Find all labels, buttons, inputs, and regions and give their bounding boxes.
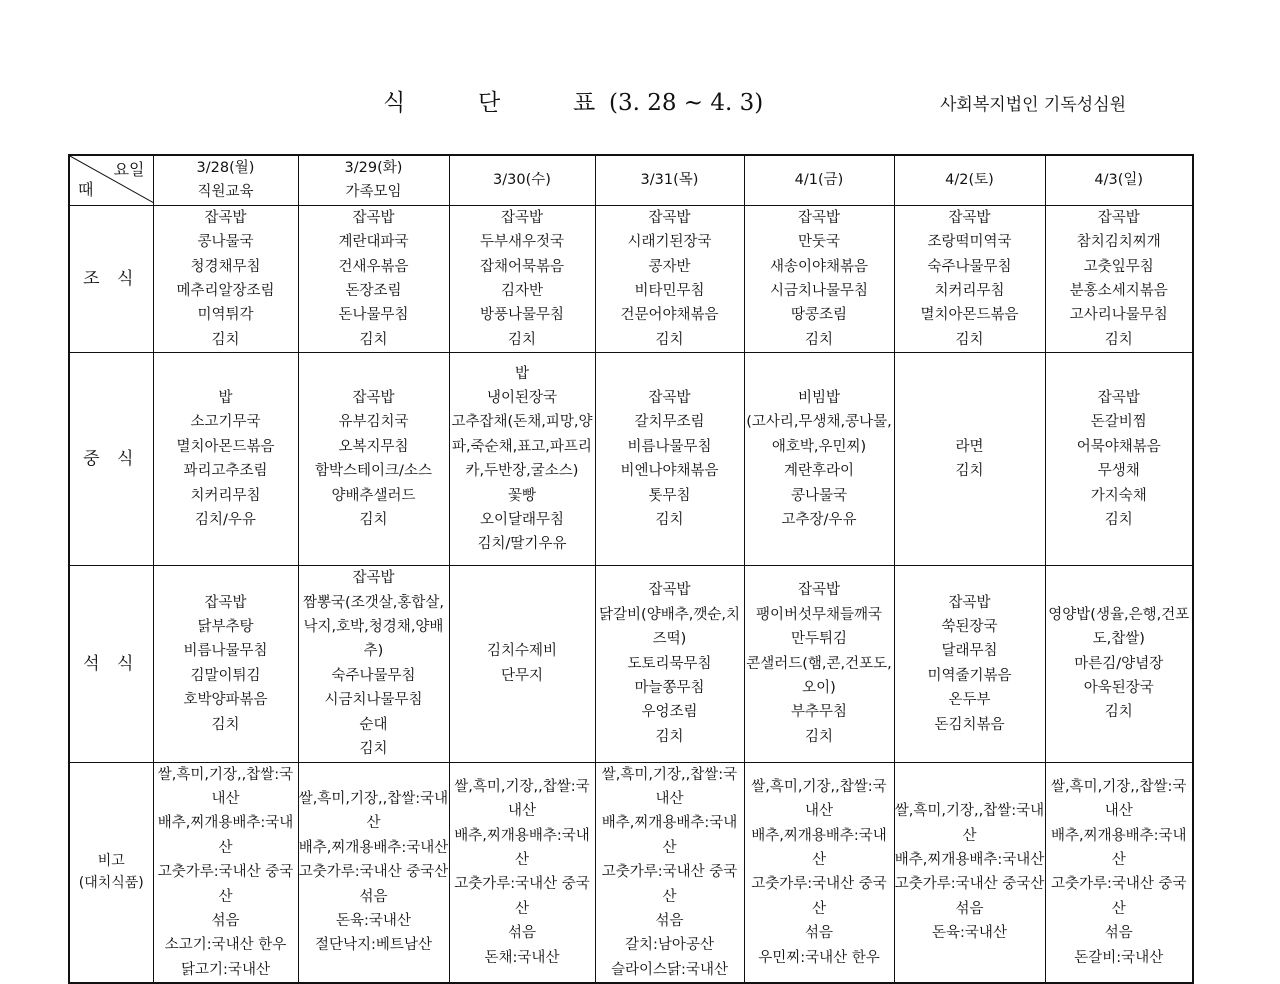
menu-item: 가지숙채 xyxy=(1090,487,1147,504)
menu-item: 김치 xyxy=(1104,331,1133,348)
menu-item: 꽈리고추조림 xyxy=(183,463,268,480)
menu-item: 비빔밥 xyxy=(797,390,841,407)
origin-note: 배추,찌개용배추:국내산 xyxy=(1050,827,1187,868)
menu-item: 짬뽕국(조갯살,홍합살,낙지,호박,청경채,양배추) xyxy=(303,594,444,660)
menu-item: 아욱된장국 xyxy=(1083,680,1154,697)
menu-item: 순대 xyxy=(359,716,388,733)
menu-cell xyxy=(298,566,449,762)
menu-item: 잡곡밥 xyxy=(352,570,395,587)
origin-note: 섞음 xyxy=(1104,925,1133,942)
header-row xyxy=(69,155,1193,205)
menu-item: 고추잡채(돈채,피망,양파,죽순채,표고,파프리카,두반장,굴소스) xyxy=(451,414,593,480)
menu-item: 비름나물무침 xyxy=(183,643,268,660)
menu-item: 잡곡밥 xyxy=(352,209,395,226)
menu-item: 만두튀김 xyxy=(790,631,848,648)
menu-item: 돈갈비찜 xyxy=(1090,414,1147,431)
menu-item: 김치 xyxy=(804,728,833,745)
menu-item: 청경채무침 xyxy=(190,258,261,275)
origin-note: 쌀,흑미,기장,,찹쌀:국내산 xyxy=(894,803,1045,844)
menu-item: 숙주나물무침 xyxy=(331,667,416,684)
menu-item: 김치 xyxy=(211,331,240,348)
menu-item: 잡곡밥 xyxy=(648,390,691,407)
menu-item: 김치 xyxy=(655,512,684,529)
day-header xyxy=(449,155,595,205)
origin-note: 닭고기:국내산 xyxy=(181,961,270,978)
title-date-range: (3. 28 ~ 4. 3) xyxy=(609,90,764,116)
menu-item: 김치 xyxy=(359,741,388,758)
dinner-row xyxy=(69,566,1193,762)
menu-item: 돈김치볶음 xyxy=(934,716,1005,733)
menu-item: 김치수제비 xyxy=(486,643,558,660)
origin-note: 고춧가루:국내산 중국산 xyxy=(298,864,449,881)
origin-note: 섞음 xyxy=(955,900,984,917)
menu-item: 김치 xyxy=(655,331,684,348)
menu-item: 김치 xyxy=(359,331,388,348)
menu-item: 비타민무침 xyxy=(634,283,705,300)
menu-item: 김치 xyxy=(804,331,833,348)
menu-item: 잡곡밥 xyxy=(648,582,691,599)
menu-item: 분홍소세지볶음 xyxy=(1069,283,1168,300)
menu-item: 냉이된장국 xyxy=(486,390,558,407)
menu-item: 마늘쫑무침 xyxy=(634,680,705,697)
menu-item: 꽃빵 xyxy=(507,487,536,504)
menu-cell xyxy=(894,566,1045,762)
menu-item: 잡곡밥 xyxy=(352,390,395,407)
day-date: 4/3(일) xyxy=(1094,172,1144,189)
origin-note: 배추,찌개용배추:국내산 xyxy=(751,827,887,868)
origin-note: 쌀,흑미,기장,,찹쌀:국내산 xyxy=(157,766,294,807)
page-title xyxy=(383,84,763,117)
day-header xyxy=(153,155,298,205)
menu-item: 숙주나물무침 xyxy=(927,258,1012,275)
menu-cell xyxy=(1045,205,1193,352)
menu-item: 양배추샐러드 xyxy=(331,487,416,504)
menu-item: 시래기된장국 xyxy=(627,234,712,251)
menu-item: 팽이버섯무채들깨국 xyxy=(755,606,883,623)
menu-item: 달래무침 xyxy=(941,643,998,660)
menu-item: 도토리묵무침 xyxy=(627,655,712,672)
corner-cell xyxy=(69,155,153,205)
origin-note: 쌀,흑미,기장,,찹쌀:국내산 xyxy=(601,766,738,807)
menu-item: 두부새우젓국 xyxy=(479,234,565,251)
menu-cell xyxy=(449,566,595,762)
menu-item: 김치 xyxy=(359,512,388,529)
notes-label-line: (대치식품) xyxy=(78,875,144,892)
notes-cell xyxy=(1045,762,1193,983)
menu-item: 돈장조림 xyxy=(345,283,402,300)
origin-note: 소고기:국내산 한우 xyxy=(164,937,287,954)
menu-item: 무생채 xyxy=(1097,463,1140,480)
origin-note: 배추,찌개용배추:국내산 xyxy=(894,851,1045,868)
menu-table xyxy=(68,154,1194,984)
menu-item: 참치김치찌개 xyxy=(1076,234,1161,251)
menu-item: 고춧잎무침 xyxy=(1083,258,1154,275)
origin-note: 섞음 xyxy=(507,925,536,942)
day-date: 3/30(수) xyxy=(493,172,551,189)
menu-item: 잡곡밥 xyxy=(948,594,991,611)
menu-item: 미역튀각 xyxy=(197,307,254,324)
day-header xyxy=(1045,155,1193,205)
menu-item: 라면 xyxy=(955,438,984,455)
menu-item: 방풍나물무침 xyxy=(479,307,565,324)
menu-item: 고사리나물무침 xyxy=(1069,307,1168,324)
menu-item: 시금치나물무침 xyxy=(324,692,423,709)
origin-note: 갈치:남아공산 xyxy=(625,937,714,954)
origin-note: 돈채:국내산 xyxy=(484,949,560,966)
menu-item: 콩나물국 xyxy=(197,234,254,251)
menu-item: 김치 xyxy=(1104,512,1133,529)
menu-item: 멸치아몬드볶음 xyxy=(176,438,275,455)
notes-cell xyxy=(744,762,894,983)
meal-label-lunch: 중 식 xyxy=(69,353,153,566)
notes-cell xyxy=(449,762,595,983)
menu-item: 잡곡밥 xyxy=(1097,209,1140,226)
origin-note: 쌀,흑미,기장,,찹쌀:국내산 xyxy=(751,778,887,820)
day-note: 직원교육 xyxy=(197,184,254,201)
menu-item: 돈나물무침 xyxy=(338,307,409,324)
menu-item: 오이달래무침 xyxy=(479,512,565,529)
notes-cell xyxy=(894,762,1045,983)
menu-cell xyxy=(744,566,894,762)
menu-item: 잡곡밥 xyxy=(797,582,841,599)
breakfast-row xyxy=(69,205,1193,352)
menu-item: 조랑떡미역국 xyxy=(927,234,1012,251)
menu-cell xyxy=(894,205,1045,352)
menu-item: 온두부 xyxy=(948,692,991,709)
origin-note: 고춧가루:국내산 중국산 xyxy=(751,876,887,917)
day-date: 4/2(토) xyxy=(945,172,994,189)
menu-item: 쑥된장국 xyxy=(941,619,998,636)
menu-item: 건새우볶음 xyxy=(338,258,409,275)
menu-item: 우엉조림 xyxy=(641,704,698,721)
notes-cell xyxy=(595,762,744,983)
menu-item: 멸치아몬드볶음 xyxy=(920,307,1019,324)
origin-note: 배추,찌개용배추:국내산 xyxy=(157,815,294,856)
menu-item: 오복지무침 xyxy=(338,438,409,455)
menu-item: 영양밥(생율,은행,건포도,찹쌀) xyxy=(1048,606,1190,648)
origin-note: 우민찌:국내산 한우 xyxy=(758,949,880,966)
notes-row xyxy=(69,762,1193,983)
menu-item: 김치 xyxy=(655,728,684,745)
origin-note: 고춧가루:국내산 중국산 xyxy=(157,864,294,905)
menu-item: 김자반 xyxy=(500,283,544,300)
origin-note: 돈육:국내산 xyxy=(336,912,411,929)
origin-note: 섞음 xyxy=(359,888,388,905)
menu-cell xyxy=(298,353,449,566)
origin-note: 섞음 xyxy=(211,912,240,929)
origin-note: 고춧가루:국내산 중국산 xyxy=(601,864,738,905)
menu-cell xyxy=(595,353,744,566)
menu-item: 시금치나물무침 xyxy=(769,283,869,300)
menu-item: 치커리무침 xyxy=(190,487,261,504)
menu-cell xyxy=(894,353,1045,566)
menu-item: 만둣국 xyxy=(797,234,841,251)
menu-item: 어묵야채볶음 xyxy=(1076,438,1161,455)
menu-item: 부추무침 xyxy=(790,704,848,721)
menu-item: 톳무침 xyxy=(648,487,691,504)
menu-cell xyxy=(744,353,894,566)
menu-cell xyxy=(449,353,595,566)
menu-item: 김치/딸기우유 xyxy=(477,536,567,553)
menu-item: 잡곡밥 xyxy=(648,209,691,226)
menu-item: 김치 xyxy=(507,331,536,348)
notes-label xyxy=(69,762,153,983)
origin-note: 고춧가루:국내산 중국산 xyxy=(454,876,590,917)
origin-note: 돈갈비:국내산 xyxy=(1074,949,1164,966)
menu-item: 콩나물국 xyxy=(790,487,848,504)
title-char: 식 xyxy=(383,90,406,116)
menu-item: 닭부추탕 xyxy=(197,619,254,636)
menu-item: 잡곡밥 xyxy=(797,209,841,226)
menu-cell xyxy=(1045,353,1193,566)
day-date: 3/28(월) xyxy=(196,160,255,176)
menu-item: 닭갈비(양배추,깻순,치즈떡) xyxy=(599,606,740,648)
day-header xyxy=(595,155,744,205)
menu-item: 마른김/양념장 xyxy=(1074,655,1164,672)
origin-note: 배추,찌개용배추:국내산 xyxy=(454,827,590,868)
menu-item: 계란대파국 xyxy=(338,234,409,251)
origin-note: 배추,찌개용배추:국내산 xyxy=(298,839,449,856)
menu-cell xyxy=(595,205,744,352)
menu-cell xyxy=(153,353,298,566)
menu-cell xyxy=(153,566,298,762)
origin-note: 쌀,흑미,기장,,찹쌀:국내산 xyxy=(454,778,590,820)
day-date: 3/29(화) xyxy=(344,160,403,176)
menu-cell xyxy=(298,205,449,352)
origin-note: 고춧가루:국내산 중국산 xyxy=(1050,876,1187,917)
origin-note: 고춧가루:국내산 중국산 xyxy=(894,876,1045,893)
menu-item: 밥 xyxy=(218,390,233,407)
menu-item: 단무지 xyxy=(500,667,544,684)
menu-item: 유부김치국 xyxy=(338,414,409,431)
menu-item: 콩자반 xyxy=(648,258,691,275)
menu-item: 김치 xyxy=(211,716,240,733)
menu-cell xyxy=(1045,566,1193,762)
origin-note: 슬라이스닭:국내산 xyxy=(611,961,728,978)
meal-label-breakfast: 조 식 xyxy=(69,205,153,352)
menu-item: 잡곡밥 xyxy=(500,209,544,226)
menu-item: 갈치무조림 xyxy=(634,414,705,431)
menu-item: 새송이야채볶음 xyxy=(769,258,869,275)
notes-cell xyxy=(298,762,449,983)
menu-item: 김치 xyxy=(955,463,984,480)
menu-item: 김치/우유 xyxy=(195,512,256,529)
menu-item: 잡곡밥 xyxy=(204,594,247,611)
menu-cell xyxy=(744,205,894,352)
menu-item: 밥 xyxy=(514,365,529,382)
menu-item: 김치 xyxy=(1104,704,1133,721)
menu-item: 잡곡밥 xyxy=(204,209,247,226)
menu-item: 메추리알장조림 xyxy=(176,283,275,300)
day-header xyxy=(744,155,894,205)
corner-time-label: 때 xyxy=(78,180,94,200)
origin-note: 배추,찌개용배추:국내산 xyxy=(601,815,738,856)
title-char: 표 xyxy=(573,90,596,116)
menu-item: 비름나물무침 xyxy=(627,438,712,455)
menu-item: 소고기무국 xyxy=(190,414,261,431)
origin-note: 섞음 xyxy=(804,925,833,942)
lunch-row xyxy=(69,353,1193,566)
origin-note: 섞음 xyxy=(655,912,684,929)
origin-note: 절단낙지:베트남산 xyxy=(315,937,432,954)
organization-name: 사회복지법인 기독성심원 xyxy=(940,95,1127,115)
meal-label-dinner: 석 식 xyxy=(69,566,153,762)
origin-note: 돈육:국내산 xyxy=(932,925,1007,942)
menu-item: 잡곡밥 xyxy=(1097,390,1140,407)
menu-item: 건문어야채볶음 xyxy=(620,307,719,324)
title-char: 단 xyxy=(478,90,501,116)
menu-item: 김치 xyxy=(955,331,984,348)
menu-item: 땅콩조림 xyxy=(790,307,848,324)
menu-item: 호박양파볶음 xyxy=(183,692,268,709)
menu-item: 미역줄기볶음 xyxy=(927,667,1012,684)
menu-item: 치커리무침 xyxy=(934,283,1005,300)
menu-item: 콘샐러드(햄,콘,건포도,오이) xyxy=(746,655,892,697)
menu-item: 고추장/우유 xyxy=(781,512,857,529)
menu-item: 비엔나야채볶음 xyxy=(620,463,719,480)
day-note: 가족모임 xyxy=(345,184,402,201)
menu-cell xyxy=(153,205,298,352)
day-header xyxy=(894,155,1045,205)
corner-day-label: 요일 xyxy=(113,160,145,179)
day-date: 4/1(금) xyxy=(794,172,844,189)
menu-item: 계란후라이 xyxy=(783,463,855,480)
menu-cell xyxy=(595,566,744,762)
menu-item: 함박스테이크/소스 xyxy=(315,463,432,480)
day-date: 3/31(목) xyxy=(640,172,699,189)
menu-item: 잡곡밥 xyxy=(948,209,991,226)
origin-note: 쌀,흑미,기장,,찹쌀:국내산 xyxy=(1051,778,1187,820)
origin-note: 쌀,흑미,기장,,찹쌀:국내산 xyxy=(298,790,449,832)
menu-item: 김말이튀김 xyxy=(190,667,261,684)
day-header xyxy=(298,155,449,205)
menu-item: 잡채어묵볶음 xyxy=(479,258,565,275)
notes-label-line: 비고 xyxy=(97,853,125,870)
menu-item: (고사리,무생채,콩나물,애호박,우민찌) xyxy=(746,414,892,455)
notes-cell xyxy=(153,762,298,983)
menu-cell xyxy=(449,205,595,352)
